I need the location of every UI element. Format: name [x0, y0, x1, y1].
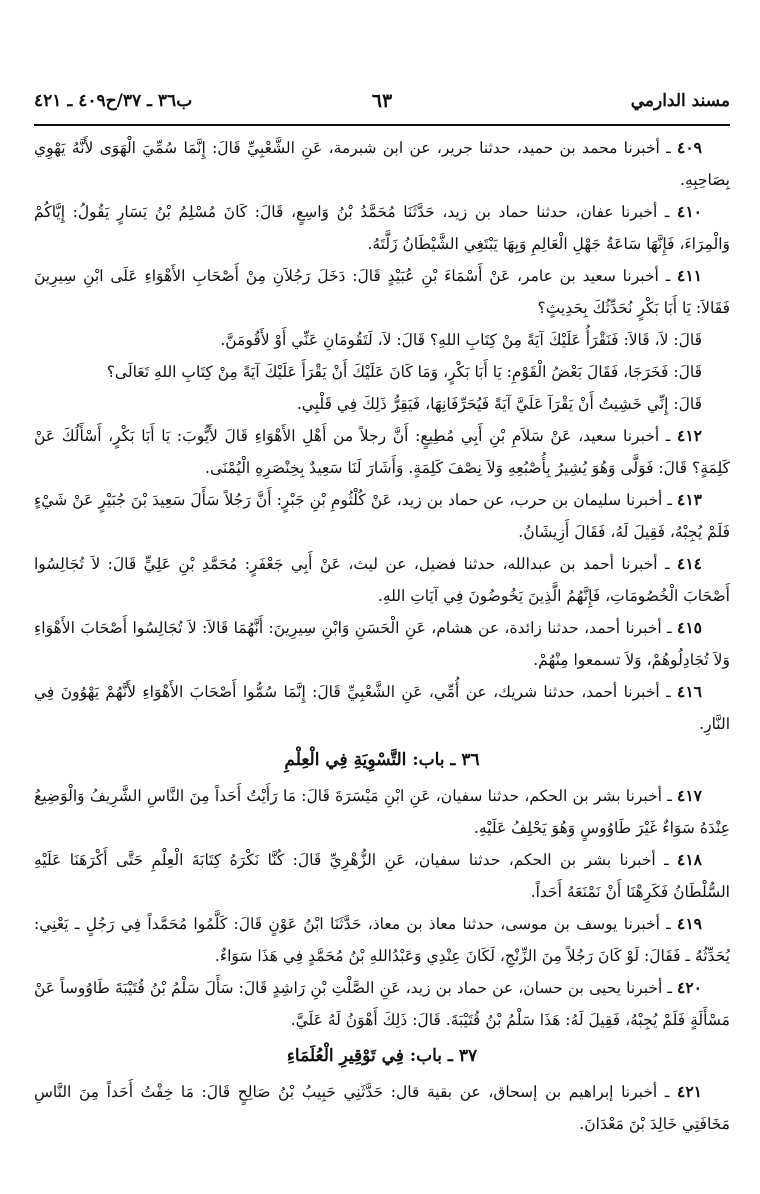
hadith-411-line: قَالَ: فَخَرَجَا، فَقَالَ بَعْضُ الْقَوْمِ: يَا أَبَا بَكْرٍ، وَمَا كَانَ عَلَيْكَ أَنْ يَقْرَأَ عَلَيْكَ آيَةً مِنْ كِتَابِ اللهِ تَعَالَى؟ [106, 363, 702, 381]
hadith-419: ٤١٩ ـ أخبرنا يوسف بن موسى، حدثنا معاذ بن معاذ، حَدَّثَنَا ابْنُ عَوْنٍ قَالَ: كَلَّمُوا مُحَمَّداً فِي رَجُلٍ ـ يَعْنِي: يُحَدِّثُهُ ـ فَقَالَ: لَوْ كَانَ رَجُلاً مِنَ الزِّنْجِ، لَكَانَ عِنْدِي وَعَبْدُاللهِ بْنُ مُحَمَّدٍ فِي هَذَا سَوَاءٌ. [34, 914, 730, 965]
hadith-411-line: قَالَ: لاَ، قَالاَ: فَنَقْرَأُ عَلَيْكَ آيَةً مِنْ كِتَابِ اللهِ؟ قَالَ: لاَ، لَتَقُومَانِ عَنِّي أَوْ لأَقُومَنَّ. [220, 331, 702, 349]
header-rule [34, 124, 730, 126]
hadith-417: ٤١٧ ـ أخبرنا بشر بن الحكم، حدثنا سفيان، عَنِ ابْنِ مَيْسَرَةَ قَالَ: مَا رَأَيْتُ أَحَداً مِنَ النَّاسِ الشَّرِيفُ وَالْوَضِيعُ عِنْدَهُ سَوَاءٌ غَيْرَ طَاوُوسٍ وَهُوَ يَحْلِفُ عَلَيْهِ. [34, 786, 730, 837]
hadith-410: ٤١٠ ـ أخبرنا عفان، حدثنا حماد بن زيد، حَدَّثَنَا مُحَمَّدُ بْنُ وَاسِعٍ، قَالَ: كَانَ مُسْلِمُ بْنُ يَسَارٍ يَقُولُ: إِيَّاكُمْ وَالْمِرَاءَ، فَإِنَّهَا سَاعَةُ جَهْلِ الْعَالِمِ وَبِهَا يَبْتَغِي الشَّيْطَانُ زَلَّتَهُ. [34, 202, 730, 253]
chapter-range: ب٣٦ ـ ٣٧/ح٤٠٩ ـ ٤٢١ [34, 91, 193, 111]
hadith-411: ٤١١ ـ أخبرنا سعيد بن عامر، عَنْ أَسْمَاءَ بْنِ عُبَيْدٍ قَالَ: دَخَلَ رَجُلاَنِ مِنْ أَصْحَابِ الأَهْوَاءِ عَلَى ابْنِ سِيرِينَ فَقَالاَ: يَا أَبَا بَكْرٍ نُحَدِّثُكَ بِحَدِيثٍ؟ [34, 266, 730, 317]
hadith-412: ٤١٢ ـ أخبرنا سعيد، عَنْ سَلاَمِ بْنِ أَبِي مُطِيعٍ: أَنَّ رجلاً من أَهْلِ الأَهْوَاءِ قَالَ لأَيُّوبَ: يَا أَبَا بَكْرٍ، أَسْأَلُكَ عَنْ كَلِمَةٍ؟ قَالَ: فَوَلَّى وَهُوَ يُشِيرُ بِأُصْبُعِهِ وَلاَ نِصْفَ كَلِمَةٍ. وَأَشَارَ لَنَا سَعِيدٌ بِخِنْصَرِهِ الْيُمْنَى. [34, 426, 730, 477]
page-header [34, 86, 730, 116]
hadith-411-line: قَالَ: إِنِّي خَشِيتُ أَنْ يَقْرَآ عَلَيَّ آيَةً فَيُحَرِّفَانِهَا، فَيَقِرُّ ذَلِكَ فِي قَلْبِي. [296, 395, 702, 413]
hadith-409: ٤٠٩ ـ أخبرنا محمد بن حميد، حدثنا جرير، عن ابن شبرمة، عَنِ الشَّعْبِيِّ قَالَ: إِنَّمَا سُمِّيَ الْهَوَى لأَنَّهُ يَهْوِي بِصَاحِبِهِ. [34, 138, 730, 189]
page-body [34, 132, 730, 1140]
hadith-413: ٤١٣ ـ أخبرنا سليمان بن حرب، عن حماد بن زيد، عَنْ كُلْثُومِ بْنِ جَبْرٍ: أَنَّ رَجُلاً سَأَلَ سَعِيدَ بْنَ جُبَيْرٍ عَنْ شَيْءٍ فَلَمْ يُجِبْهُ، فَقِيلَ لَهُ، فَقَالَ أَزِيشَانُ. [34, 490, 730, 541]
hadith-415: ٤١٥ ـ أخبرنا أحمد، حدثنا زائدة، عن هشام، عَنِ الْحَسَنِ وَابْنِ سِيرِينَ: أَنَّهُمَا قَالاَ: لاَ تُجَالِسُوا أَصْحَابَ الأَهْوَاءِ وَلاَ تُجَادِلُوهُمْ، وَلاَ تسمعوا مِنْهُمْ. [34, 618, 730, 669]
hadith-420: ٤٢٠ ـ أخبرنا يحيى بن حسان، عن حماد بن زيد، عَنِ الصَّلْتِ بْنِ رَاشِدٍ قَالَ: سَأَلَ سَلْمُ بْنُ قُتَيْبَةَ طَاوُوساً عَنْ مَسْأَلَةٍ فَلَمْ يُجِبْهُ، فَقِيلَ لَهُ: هَذَا سَلْمُ بْنُ قُتَيْبَةَ. قَالَ: ذَلِكَ أَهْوَنُ لَهُ عَلَيَّ. [34, 978, 730, 1029]
hadith-416: ٤١٦ ـ أخبرنا أحمد، حدثنا شريك، عن أُمِّي، عَنِ الشَّعْبِيِّ قَالَ: إِنَّمَا سُمُّوا أَصْحَابَ الأَهْوَاءِ لأَنَّهُمْ يَهْوُونَ فِي النَّارِ. [34, 682, 730, 733]
chapter-heading-37: ٣٧ ـ باب: فِي تَوْقِيرِ الْعُلَمَاءِ [286, 1046, 478, 1066]
page-number: ٦٣ [371, 90, 393, 112]
chapter-heading-36: ٣٦ ـ باب: التَّسْوِيَةِ فِي الْعِلْمِ [284, 750, 480, 770]
hadith-421: ٤٢١ ـ أخبرنا إبراهيم بن إسحاق، عن بقية قال: حَدَّثَنِي حَبِيبُ بْنُ صَالِحٍ قَالَ: مَا خِفْتُ أَحَداً مِنَ النَّاسِ مَخَافَتِي خَالِدَ بْنَ مَعْدَانَ. [34, 1082, 730, 1133]
hadith-414: ٤١٤ ـ أخبرنا أحمد بن عبدالله، حدثنا فضيل، عن ليث، عَنْ أَبِي جَعْفَرٍ: مُحَمَّدِ بْنِ عَلِيٍّ قَالَ: لاَ تُجَالِسُوا أَصْحَابَ الْخُصُومَاتِ، فَإِنَّهُمُ الَّذِينَ يَخُوضُونَ فِي آيَاتِ اللهِ. [34, 554, 730, 605]
hadith-418: ٤١٨ ـ أخبرنا بشر بن الحكم، حدثنا سفيان، عَنِ الزُّهْرِيِّ قَالَ: كُنَّا نَكْرَهُ كِتَابَةَ الْعِلْمِ حَتَّى أَكْرَهَنَا عَلَيْهِ السُّلْطَانُ فَكَرِهْنَا أَنْ نَمْنَعَهُ أَحَداً. [34, 850, 730, 901]
book-title: مسند الدارمي [630, 91, 730, 111]
